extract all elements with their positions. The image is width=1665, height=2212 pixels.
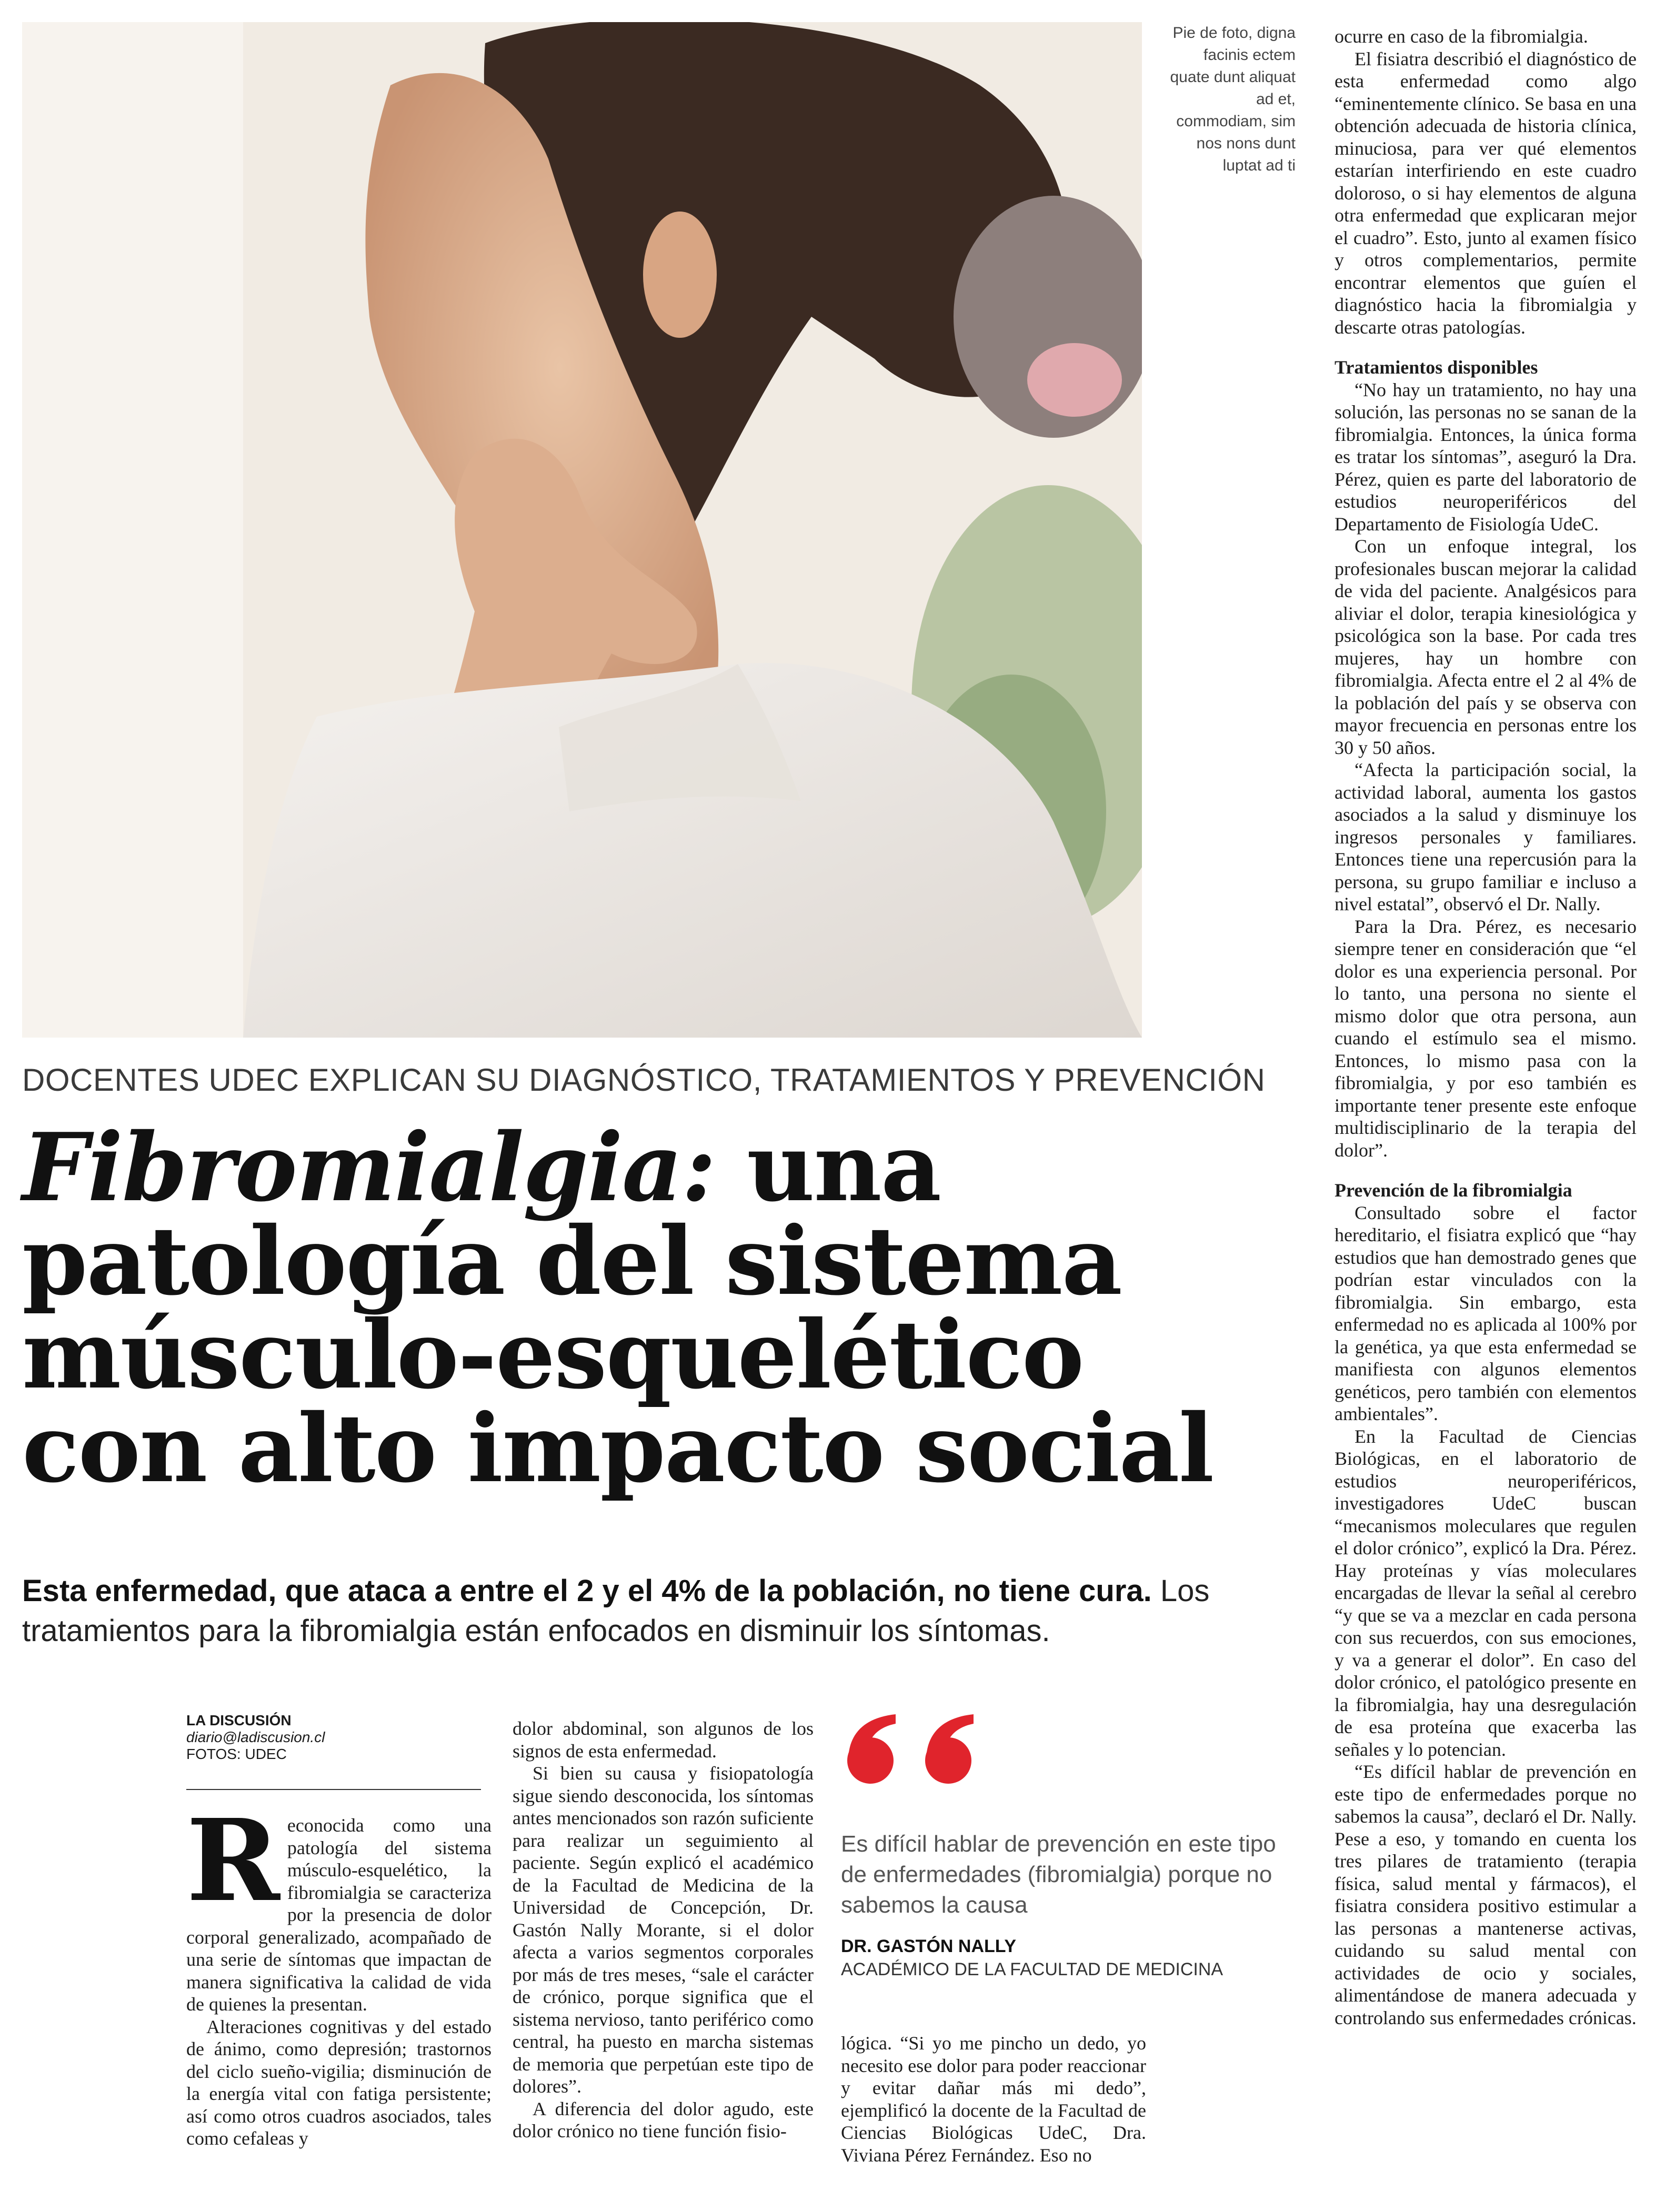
headline-line1-rest: una — [715, 1112, 941, 1222]
body-paragraph: ocurre en caso de la fibromialgia. — [1335, 26, 1588, 47]
body-paragraph: lógica. “Si yo me pincho un dedo, yo necesito ese dolor para poder reaccionar y evitar dañar más mi dedo”, ejemplificó la docente de la Facultad de Ciencias Biológicas UdeC, Dra. Viviana Pérez Fernández. Eso no — [841, 2033, 1146, 2166]
body-paragraph: Si bien su causa y fisiopatología sigue siendo desconocida, los síntomas antes mencionados son razón suficiente para realizar un seguimiento al paciente. Según explicó el académico de la Facultad de Medicina de la Universidad de Concepción, Dr. Gastón Nally Morante, si el dolor afecta a varios segmentos corporales por más de tres meses, “sale el carácter de crónico, porque significa que el sistema nervioso, tanto periférico como central, ha puesto en marcha sistemas de memoria que perpetúan este tipo de dolores”. — [513, 1763, 814, 2097]
lede-bold: Esta enfermedad, que ataca a entre el 2 y el 4% de la población, no tiene cura. — [22, 1574, 1152, 1608]
body-paragraph: “No hay un tratamiento, no hay una solución, las personas no se sanan de la fibromialgia. Entonces, la única forma es tratar los síntomas”, aseguró la Dra. Pérez, quien es parte del laboratorio de estudios neuroperiféricos del Departamento de Fisiología UdeC. — [1335, 379, 1637, 535]
headline-italic: Fibromialgia: — [22, 1112, 715, 1222]
pull-quote-role: ACADÉMICO DE LA FACULTAD DE MEDICINA — [841, 1959, 1223, 1979]
body-column-1 — [186, 1795, 492, 2150]
body-paragraph: econocida como una patología del sistema músculo-esquelético, la fibromialgia se caracteriza por la presencia de dolor corporal generalizado, acompañado de una serie de síntomas que impactan de manera significativa la calidad de vida de quienes la presentan. — [186, 1815, 492, 2015]
body-paragraph: Alteraciones cognitivas y del estado de ánimo, como depresión; trastornos del ciclo sueño-vigilia; disminución de la energía vital con fatiga persistente; así como otros cuadros asociados, tales como cefaleas y — [186, 2016, 492, 2149]
kicker: DOCENTES UDEC EXPLICAN SU DIAGNÓSTICO, TRATAMIENTOS Y PREVENCIÓN — [22, 1062, 1266, 1098]
body-paragraph: El fisiatra describió el diagnóstico de esta enfermedad como algo “eminentemente clínico. Se basa en una obtención adecuada de historia clínica, minuciosa, para ver qué elementos estarían interfiriendo en este cuadro doloroso, o si hay elementos de alguna otra enfermedad que explicaran mejor el cuadro”. Esto, junto al examen físico y otros complementarios, permite encontrar elementos que guíen el diagnóstico hacia la fibromialgia y descarte otras patologías. — [1335, 48, 1637, 338]
body-paragraph: dolor abdominal, son algunos de los signos de esta enfermedad. — [513, 1718, 814, 1762]
body-column-3 — [841, 2032, 1146, 2166]
drop-cap: R — [186, 1795, 280, 1927]
lede — [22, 1571, 1311, 1651]
pull-quote-name: DR. GASTÓN NALLY — [841, 1936, 1017, 1956]
byline-outlet: LA DISCUSIÓN — [186, 1712, 292, 1728]
photo-caption: Pie de foto, digna facinis ectem quate dunt aliquat ad et, commodiam, sim nos nons dunt luptat ad ti — [1170, 24, 1296, 174]
byline-photos: FOTOS: UDEC — [186, 1746, 287, 1762]
headline-line3: músculo-esquelético — [22, 1300, 1084, 1410]
subhead-prevencion: Prevención de la fibromialgia — [1335, 1180, 1572, 1201]
headline-line4: con alto impacto social — [22, 1393, 1213, 1503]
body-paragraph: Con un enfoque integral, los profesionales buscan mejorar la calidad de vida del paciente. Analgésicos para aliviar el dolor, terapia kinesiológica y psicológica son la base. Por cada tres mujeres, hay un hombre con fibromialgia. Afecta entre el 2 al 4% de la población del país y se observa con mayor frecuencia en personas entre los 30 y 50 años. — [1335, 536, 1637, 758]
body-paragraph: A diferencia del dolor agudo, este dolor crónico no tiene función fisio- — [513, 2098, 814, 2141]
body-column-2 — [513, 1717, 814, 2143]
byline-email[interactable]: diario@ladiscusion.cl — [186, 1729, 325, 1745]
body-column-4 — [1335, 25, 1637, 2029]
woman-neck-pain-photo — [22, 22, 1142, 1038]
quote-mark-icon — [839, 1712, 986, 1784]
lede-rest: Los tratamientos para la fibromialgia están enfocados en disminuir los síntomas. — [22, 1574, 1210, 1648]
byline — [186, 1712, 481, 1790]
body-paragraph: Para la Dra. Pérez, es necesario siempre tener en consideración que “el dolor es una experiencia personal. Por lo tanto, una persona no siente el mismo dolor que otra persona, aun cuando el estímulo sea el mismo. Entonces, lo mismo pasa con la fibromialgia, y por eso también es importante tener presente este enfoque multidisciplinario de la terapia del dolor”. — [1335, 916, 1637, 1161]
article-photo — [22, 22, 1142, 1038]
body-paragraph: En la Facultad de Ciencias Biológicas, en el laboratorio de estudios neuroperiféricos, investigadores UdeC buscan “mecanismos moleculares que regulen el dolor crónico”, explicó la Dra. Pérez. Hay proteínas y vías moleculares encargadas de llevar la señal al cerebro “y que se va a mezclar en cada persona con sus recuerdos, con sus emociones, y va a generar el dolor”. En caso del dolor crónico, el patológico presente en la fibromialgia, hay una desregulación de esa proteína que exacerba las señales y lo potencian. — [1335, 1425, 1637, 1760]
subhead-tratamientos: Tratamientos disponibles — [1335, 357, 1538, 378]
body-paragraph: “Afecta la participación social, la actividad laboral, aumenta los gastos asociados a la salud y disminuye los ingresos personales y familiares. Entonces tiene una repercusión para la persona, su grupo familiar e incluso a nivel estatal”, observó el Dr. Nally. — [1335, 759, 1637, 914]
body-paragraph: Consultado sobre el factor hereditario, el fisiatra explicó que “hay estudios que han demostrado genes que podrían estar vinculados con la fibromialgia. Sin embargo, esta enfermedad no es aplicada al 100% por la genética, ya que esta enfermedad se manifiesta con algunos elementos genéticos, pero también con elementos ambientales”. — [1335, 1202, 1637, 1424]
headline — [22, 1112, 1232, 1503]
headline-line2: patología del sistema — [22, 1206, 1121, 1316]
body-paragraph: “Es difícil hablar de prevención en este tipo de enfermedades porque no sabemos la causa”, declaró el Dr. Nally. Pese a eso, y tomando en cuenta los tres pilares de tratamiento (terapia física, salud mental y fármacos), el fisiatra considera positivo estimular a las personas a mantenerse activas, cuidando su salud mental con actividades de ocio y sociales, alimentándose de manera adecuada y controlando sus enfermedades crónicas. — [1335, 1761, 1637, 2028]
pull-quote-text: Es difícil hablar de prevención en este tipo de enfermedades (fibromialgia) porque no sabemos la causa — [841, 1831, 1276, 1918]
